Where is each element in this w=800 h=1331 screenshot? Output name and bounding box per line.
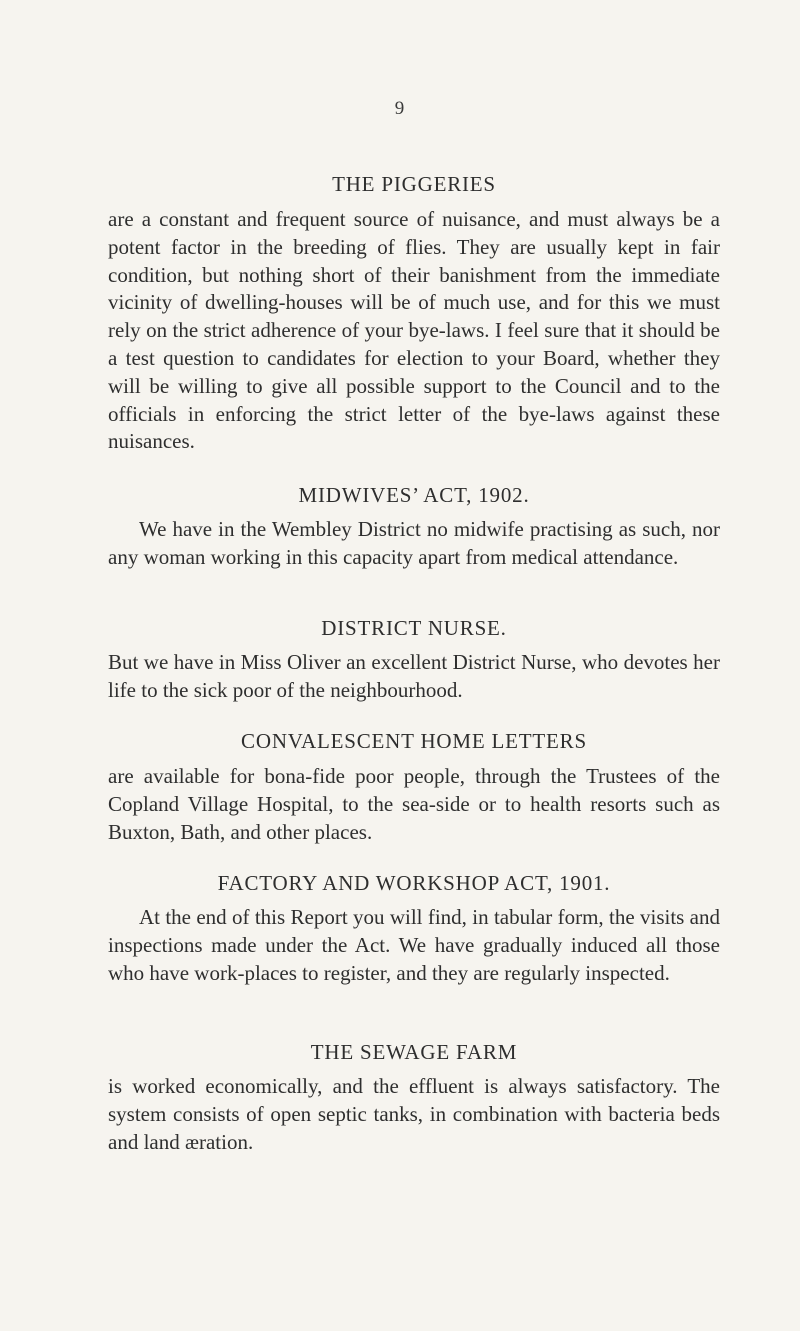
section-paragraph: We have in the Wembley District no midwife practising as such, nor any woman working in this capacity apart from medical attendance. xyxy=(108,517,720,569)
section-heading: CONVALESCENT HOME LETTERS xyxy=(241,729,587,753)
section-factory-workshop-act-body xyxy=(108,904,720,987)
page-number: 9 xyxy=(394,98,406,119)
section-convalescent-home-letters xyxy=(108,729,720,754)
section-midwives-act xyxy=(108,483,720,508)
section-heading: DISTRICT NURSE. xyxy=(321,616,507,640)
section-midwives-act-body xyxy=(108,516,720,572)
section-district-nurse xyxy=(108,616,720,641)
section-heading: FACTORY AND WORKSHOP ACT, 1901. xyxy=(217,871,611,895)
section-paragraph: But we have in Miss Oliver an excellent District Nurse, who devotes her life to the sick poor of the neighbourhood. xyxy=(108,650,720,702)
section-convalescent-home-letters-body xyxy=(108,763,720,846)
section-piggeries xyxy=(108,172,720,197)
section-paragraph: are available for bona-fide poor people, through the Trustees of the Copland Village Hospital, to the sea-side or to health resorts such as Buxton, Bath, and other places. xyxy=(108,764,720,844)
section-factory-workshop-act xyxy=(108,871,720,896)
section-piggeries-body xyxy=(108,206,720,456)
section-heading: THE SEWAGE FARM xyxy=(310,1040,518,1064)
section-paragraph: At the end of this Report you will find, in tabular form, the visits and inspections made under the Act. We have gradually induced all those who have work-places to register, and they are regularly inspected. xyxy=(108,905,720,985)
section-district-nurse-body xyxy=(108,649,720,705)
section-sewage-farm-body xyxy=(108,1073,720,1156)
section-heading: MIDWIVES’ ACT, 1902. xyxy=(298,483,530,507)
section-heading: THE PIGGERIES xyxy=(332,172,496,196)
section-sewage-farm xyxy=(108,1040,720,1065)
section-paragraph: is worked economically, and the effluent is always satisfactory. The system consists of open septic tanks, in combination with bacteria beds and land æration. xyxy=(108,1074,720,1154)
section-paragraph: are a constant and frequent source of nuisance, and must always be a potent factor in the breeding of flies. They are usually kept in fair condition, but nothing short of their banishment from the immediate vicinity of dwelling-houses will be of much use, and for this we must rely on the strict adherence of your bye-laws. I feel sure that it should be a test question to candidates for election to your Board, whether they will be willing to give all possible support to the Council and to the officials in enforcing the strict letter of the bye-laws against these nuisances. xyxy=(108,207,720,454)
